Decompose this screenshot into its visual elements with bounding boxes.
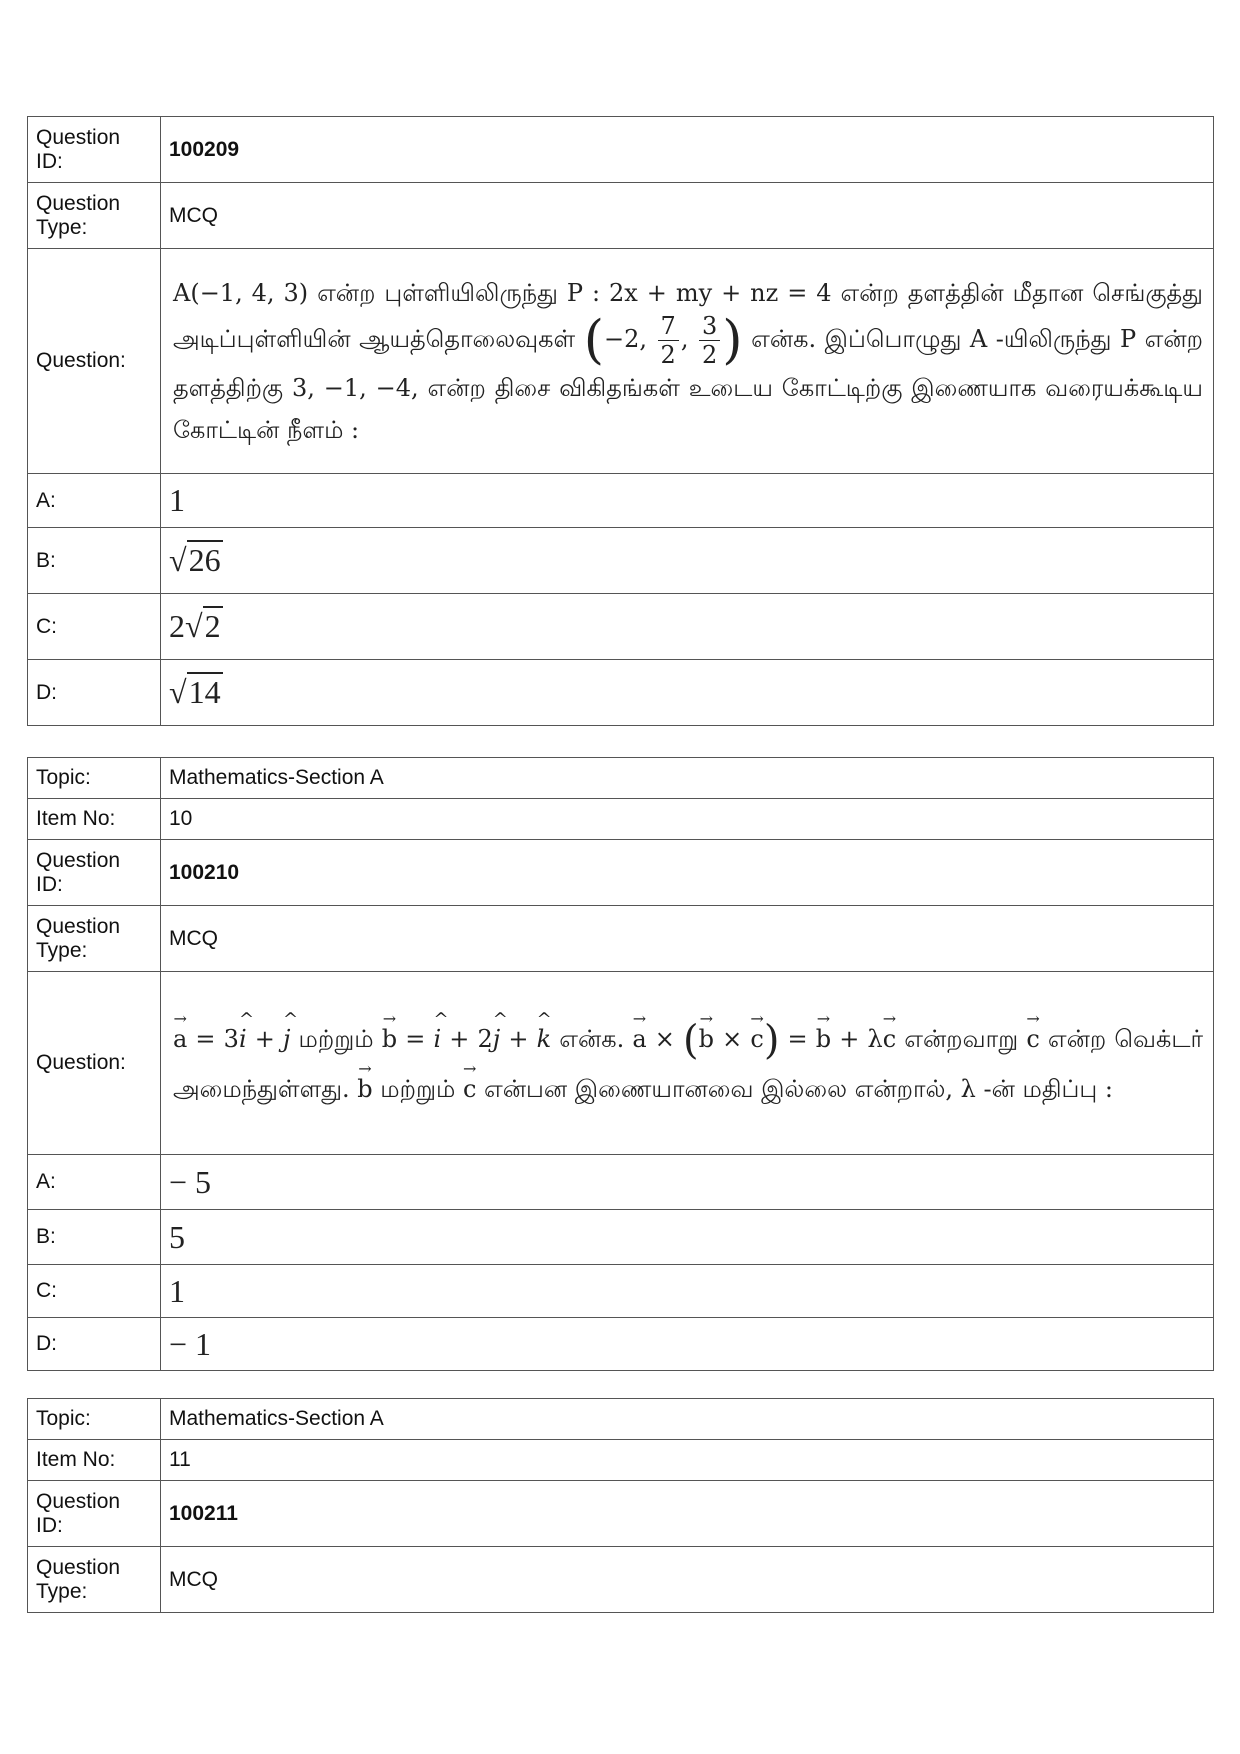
label-question-id: Question ID: — [28, 840, 161, 906]
option-d-value — [161, 660, 1214, 726]
vector-c — [462, 1059, 477, 1103]
text-fragment: = — [397, 1025, 434, 1053]
label-topic: Topic: — [28, 758, 161, 799]
question-text-cell — [161, 972, 1214, 1155]
vector-symbol: i — [238, 1025, 247, 1053]
option-a-value: 1 — [161, 474, 1214, 528]
text-fragment: என்றவாறு — [896, 1025, 1027, 1053]
text-fragment: + — [246, 1025, 283, 1053]
vector-symbol: c — [882, 1025, 897, 1053]
arrow-icon: → — [882, 1009, 897, 1028]
text-fragment: மற்றும் — [372, 1075, 463, 1103]
unit-vector-j — [492, 1009, 508, 1053]
vector-symbol: b — [381, 1025, 398, 1053]
unit-vector-i — [238, 1009, 255, 1053]
label-option-d: D: — [28, 660, 161, 726]
coefficient: 2 — [169, 608, 185, 644]
option-b-value — [161, 528, 1214, 594]
question-table-100210 — [27, 757, 1214, 1371]
label-option-c: C: — [28, 594, 161, 660]
vector-a — [632, 1009, 647, 1053]
arrow-icon: → — [382, 1009, 397, 1028]
vector-b — [815, 1009, 832, 1053]
vector-a — [173, 1009, 188, 1053]
topic-value: Mathematics-Section A — [161, 1399, 1214, 1440]
left-paren: ( — [583, 310, 604, 370]
label-question-id: Question ID: — [28, 117, 161, 183]
text-fragment: என்க. — [551, 1025, 633, 1053]
label-question: Question: — [28, 972, 161, 1155]
fraction-7-2 — [658, 311, 679, 369]
right-paren: ) — [763, 1017, 780, 1064]
text-fragment: × — [714, 1025, 751, 1053]
unit-vector-i — [433, 1009, 449, 1053]
left-paren: ( — [683, 1017, 699, 1064]
comma: , — [680, 324, 689, 353]
question-text-cell — [161, 249, 1214, 474]
vector-symbol: b — [698, 1025, 714, 1053]
vector-symbol: j — [492, 1025, 501, 1053]
label-option-b: B: — [28, 528, 161, 594]
label-question-type: Question Type: — [28, 906, 161, 972]
question-type-value: MCQ — [161, 183, 1214, 249]
label-question: Question: — [28, 249, 161, 474]
arrow-icon: → — [1026, 1009, 1040, 1028]
option-b-value: 5 — [161, 1210, 1214, 1265]
text-fragment: × — [646, 1025, 684, 1053]
text-fragment: மற்றும் — [290, 1025, 382, 1053]
label-topic: Topic: — [28, 1399, 161, 1440]
sqrt-expression — [169, 542, 223, 579]
vector-c — [1026, 1009, 1040, 1053]
label-option-c: C: — [28, 1265, 161, 1318]
vector-c — [882, 1009, 897, 1053]
question-text — [169, 1007, 1205, 1119]
option-c-value — [161, 594, 1214, 660]
label-question-id: Question ID: — [28, 1481, 161, 1547]
fraction-denominator: 2 — [702, 340, 718, 369]
label-option-a: A: — [28, 1155, 161, 1210]
label-option-d: D: — [28, 1318, 161, 1371]
vector-symbol: a — [632, 1025, 647, 1053]
vector-b — [357, 1059, 373, 1103]
radicand: 26 — [188, 542, 221, 578]
vector-b — [381, 1009, 398, 1053]
vector-symbol: b — [815, 1025, 832, 1053]
option-d-value: − 1 — [161, 1318, 1214, 1371]
unit-vector-j — [282, 1009, 299, 1053]
question-type-value: MCQ — [161, 1547, 1214, 1613]
item-no-value: 10 — [161, 799, 1214, 840]
question-type-value: MCQ — [161, 906, 1214, 972]
vector-symbol: c — [1026, 1025, 1040, 1053]
sqrt-symbol: √ — [169, 674, 187, 710]
vector-symbol: c — [462, 1075, 477, 1103]
label-item-no: Item No: — [28, 799, 161, 840]
fraction-numerator: 3 — [699, 314, 720, 341]
text-fragment: + λ — [831, 1025, 883, 1053]
text-fragment: = — [779, 1025, 816, 1053]
vector-b — [698, 1009, 714, 1053]
arrow-icon: → — [173, 1009, 187, 1028]
question-table-100209 — [27, 116, 1214, 726]
sqrt-symbol: √ — [185, 608, 203, 644]
right-paren: ) — [722, 310, 743, 370]
question-id-value: 100211 — [161, 1481, 1214, 1547]
question-text-part-2: என்க. இப்பொழுது A -யிலிருந்து P என்ற தளத்திற்கு 3, −1, −4, என்ற திசை விகிதங்கள் உடைய கோட்டிற்கு இணையாக வரையக்கூடிய கோட்டின் நீளம் : — [173, 324, 1203, 444]
sqrt-expression — [169, 674, 223, 711]
arrow-icon: → — [462, 1059, 477, 1078]
hat-icon: ^ — [536, 1009, 552, 1030]
sqrt-symbol: √ — [169, 542, 187, 578]
radicand: 2 — [204, 608, 221, 644]
hat-icon: ^ — [492, 1009, 508, 1030]
hat-icon: ^ — [433, 1009, 449, 1030]
hat-icon: ^ — [282, 1009, 299, 1030]
question-table-100211 — [27, 1398, 1214, 1613]
question-id-value: 100209 — [161, 117, 1214, 183]
question-text — [169, 266, 1205, 457]
fraction-numerator: 7 — [658, 314, 679, 341]
item-no-value: 11 — [161, 1440, 1214, 1481]
unit-vector-k — [536, 1009, 552, 1053]
arrow-icon: → — [816, 1009, 831, 1028]
arrow-icon: → — [750, 1009, 764, 1028]
arrow-icon: → — [632, 1009, 647, 1028]
label-item-no: Item No: — [28, 1440, 161, 1481]
vector-symbol: i — [433, 1025, 442, 1053]
label-option-a: A: — [28, 474, 161, 528]
label-option-b: B: — [28, 1210, 161, 1265]
coordinate-x: −2, — [603, 324, 647, 353]
vector-symbol: j — [282, 1025, 291, 1053]
fraction-3-2 — [699, 311, 720, 369]
option-a-value: − 5 — [161, 1155, 1214, 1210]
topic-value: Mathematics-Section A — [161, 758, 1214, 799]
question-text-part-1: A(−1, 4, 3) என்ற புள்ளியிலிருந்து P : 2x + my + nz = 4 என்ற தளத்தின் மீதான செங்குத்து அடிப்புள்ளியின் ஆயத்தொலைவுகள் — [173, 278, 1203, 353]
question-id-value: 100210 — [161, 840, 1214, 906]
fraction-denominator: 2 — [660, 340, 676, 369]
arrow-icon: → — [699, 1009, 714, 1028]
option-c-value: 1 — [161, 1265, 1214, 1318]
vector-c — [750, 1009, 764, 1053]
radicand: 14 — [188, 674, 221, 710]
arrow-icon: → — [358, 1059, 372, 1078]
sqrt-expression — [185, 608, 223, 645]
vector-symbol: a — [173, 1025, 188, 1053]
text-fragment: என்ற வெக்டர் அமைந்துள்ளது. — [173, 1025, 1203, 1103]
hat-icon: ^ — [238, 1009, 255, 1030]
text-fragment: என்பன இணையானவை இல்லை என்றால், λ -ன் மதிப்பு : — [476, 1075, 1113, 1103]
text-fragment: + — [500, 1025, 537, 1053]
label-question-type: Question Type: — [28, 183, 161, 249]
vector-symbol: b — [357, 1075, 373, 1103]
text-fragment: + 2 — [441, 1025, 493, 1053]
label-question-type: Question Type: — [28, 1547, 161, 1613]
text-fragment: = 3 — [187, 1025, 239, 1053]
vector-symbol: k — [536, 1025, 552, 1053]
vector-symbol: c — [750, 1025, 764, 1053]
